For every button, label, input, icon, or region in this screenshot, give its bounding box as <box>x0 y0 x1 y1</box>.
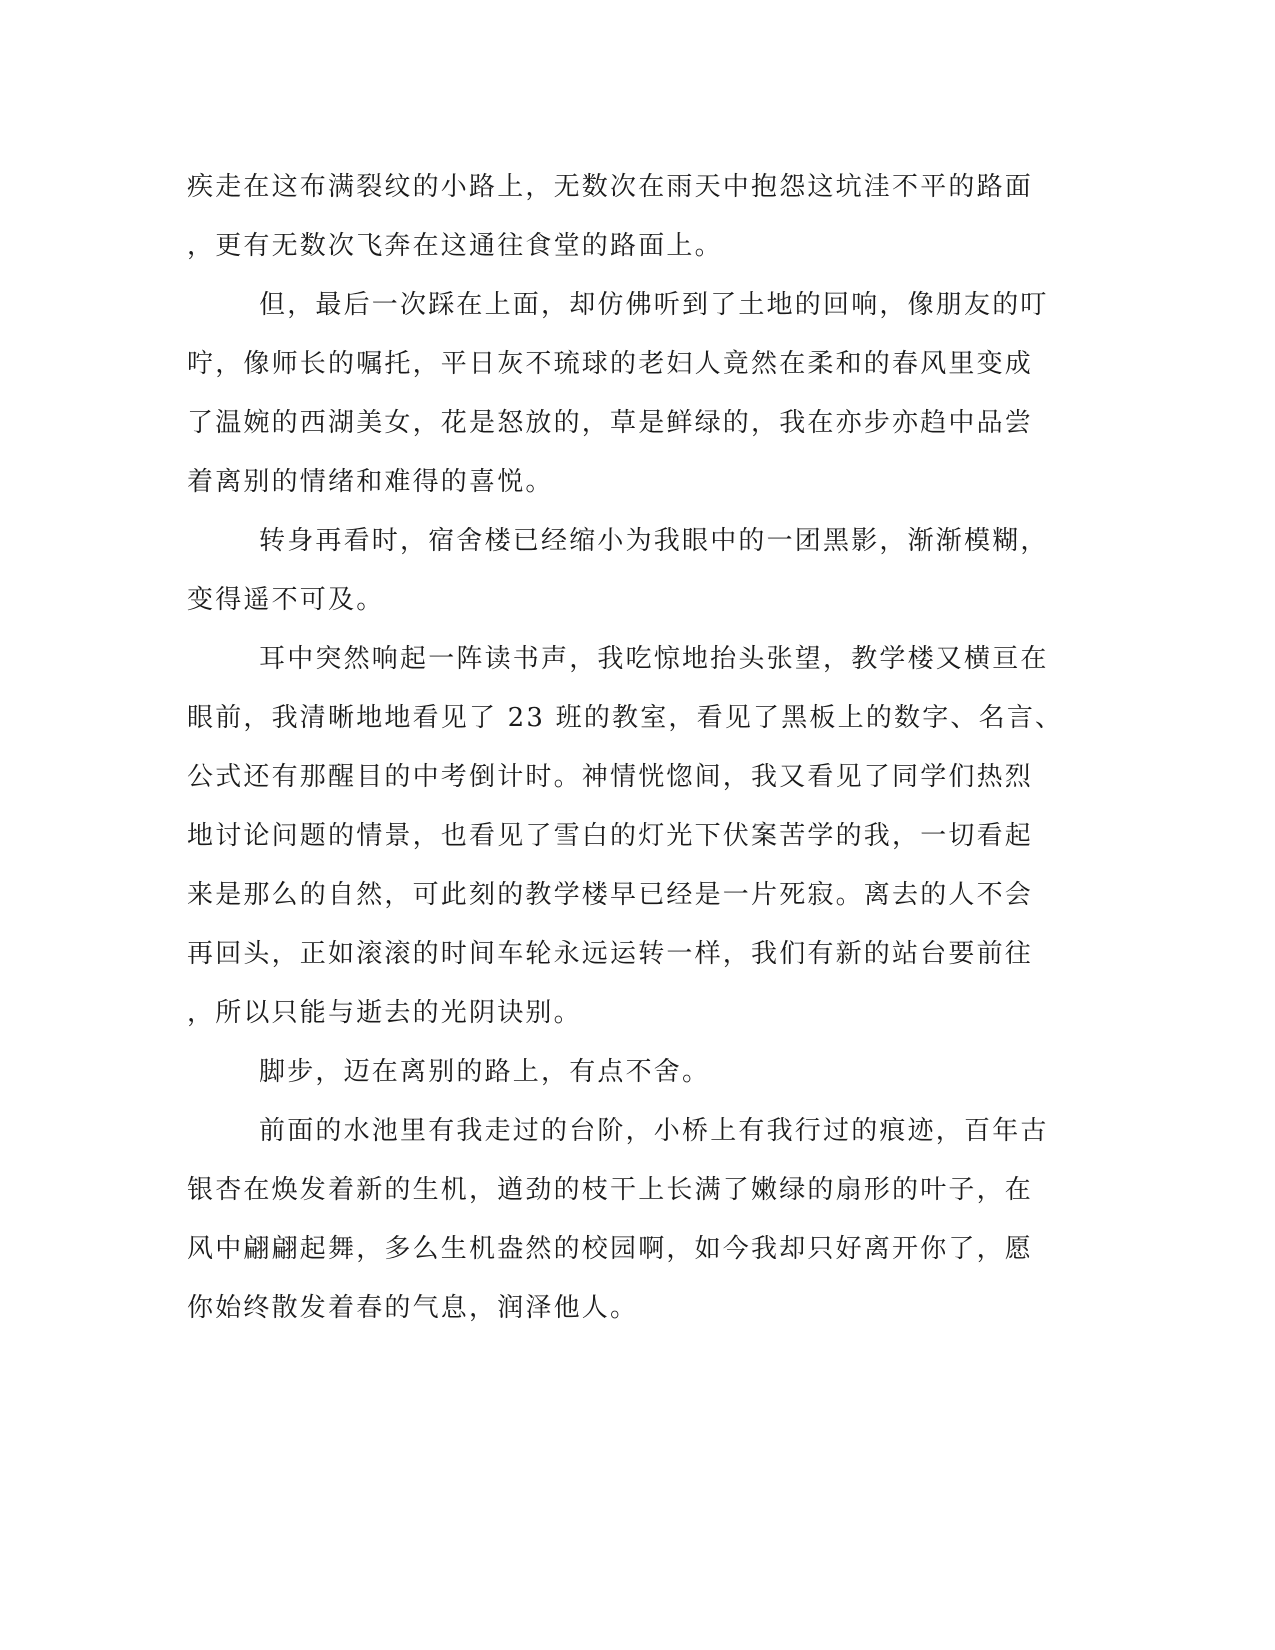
text-line: 了温婉的西湖美女，花是怒放的，草是鲜绿的，我在亦步亦趋中品尝 <box>187 408 1034 438</box>
text-line: 再回头，正如滚滚的时间车轮永远运转一样，我们有新的站台要前往 <box>187 939 1034 969</box>
text-line: 咛，像师长的嘱托，平日灰不琉球的老妇人竟然在柔和的春风里变成 <box>187 349 1034 379</box>
text-line: 脚步，迈在离别的路上，有点不舍。 <box>259 1057 711 1087</box>
text-line: 风中翩翩起舞，多么生机盎然的校园啊，如今我却只好离开你了，愿 <box>187 1234 1034 1264</box>
text-line: 转身再看时，宿舍楼已经缩小为我眼中的一团黑影，渐渐模糊， <box>259 526 1049 556</box>
text-line: 疾走在这布满裂纹的小路上，无数次在雨天中抱怨这坑洼不平的路面 <box>187 172 1034 202</box>
text-line: 但，最后一次踩在上面，却仿佛听到了土地的回响，像朋友的叮 <box>259 290 1049 320</box>
text-line: 眼前，我清晰地地看见了 23 班的教室，看见了黑板上的数字、名言、 <box>187 703 1064 733</box>
text-line: 公式还有那醒目的中考倒计时。神情恍惚间，我又看见了同学们热烈 <box>187 762 1034 792</box>
text-line: 变得遥不可及。 <box>187 585 385 615</box>
body-text <box>187 158 1087 1338</box>
text-line: 地讨论问题的情景，也看见了雪白的灯光下伏案苦学的我，一切看起 <box>187 821 1034 851</box>
text-line: 来是那么的自然，可此刻的教学楼早已经是一片死寂。离去的人不会 <box>187 880 1034 910</box>
text-line: ，更有无数次飞奔在这通往食堂的路面上。 <box>187 231 723 261</box>
text-line: 着离别的情绪和难得的喜悦。 <box>187 467 554 497</box>
text-line: 前面的水池里有我走过的台阶，小桥上有我行过的痕迹，百年古 <box>259 1116 1049 1146</box>
text-line: 耳中突然响起一阵读书声，我吃惊地抬头张望，教学楼又横亘在 <box>259 644 1049 674</box>
text-line: 你始终散发着春的气息，润泽他人。 <box>187 1293 639 1323</box>
text-line: 银杏在焕发着新的生机，遒劲的枝干上长满了嫩绿的扇形的叶子，在 <box>187 1175 1034 1205</box>
text-line: ，所以只能与逝去的光阴诀别。 <box>187 998 582 1028</box>
